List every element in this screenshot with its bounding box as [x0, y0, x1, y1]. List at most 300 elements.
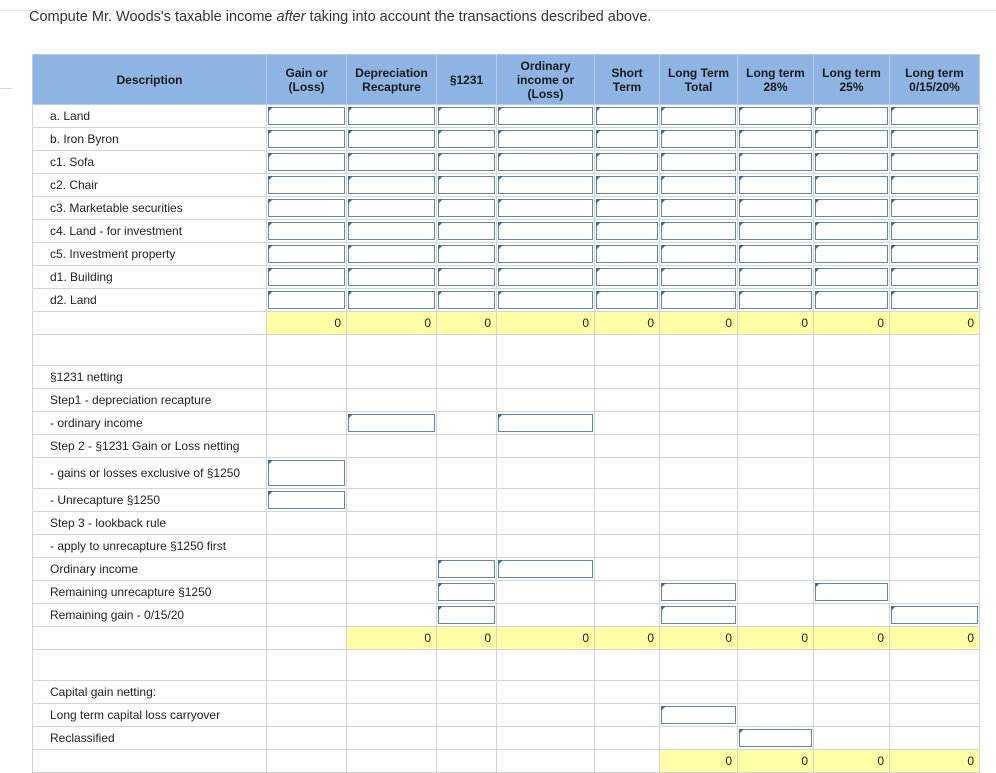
empty-cell [497, 458, 595, 489]
input-section-1231[interactable] [438, 291, 495, 309]
input-long-term-0-15-20[interactable] [891, 245, 978, 263]
empty-cell [437, 704, 497, 727]
instruction-after: taking into account the transactions described above. [305, 9, 652, 25]
total-section-1231: 0 [437, 627, 497, 650]
empty-cell [595, 681, 660, 704]
cell-short-term [595, 220, 660, 243]
empty-cell [738, 650, 814, 681]
input-long-term-total[interactable] [661, 130, 736, 148]
input-ordinary-income[interactable] [498, 199, 593, 217]
input-depreciation-recapture[interactable] [348, 107, 435, 125]
empty-cell [437, 366, 497, 389]
input-short-term[interactable] [596, 130, 658, 148]
header-line: 28% [763, 79, 788, 94]
cell-long-term-0-15-20 [890, 289, 980, 312]
empty-cell [437, 489, 497, 512]
cell-long-term-0-15-20 [890, 128, 980, 151]
row-label: c3. Marketable securities [33, 197, 267, 220]
worksheet-header [33, 55, 980, 105]
input-ordinary-income[interactable] [498, 245, 593, 263]
input-gain-loss[interactable] [268, 291, 345, 309]
empty-cell [437, 750, 497, 773]
worksheet-row [33, 243, 980, 266]
cell-depreciation-recapture [347, 412, 437, 435]
empty-cell [595, 535, 660, 558]
empty-cell [497, 704, 595, 727]
cell-section-1231 [437, 266, 497, 289]
total-long-term-0-15-20: 0 [890, 312, 980, 335]
empty-cell [595, 750, 660, 773]
empty-cell [595, 366, 660, 389]
input-section-1231[interactable] [438, 199, 495, 217]
input-section-1231[interactable] [438, 153, 495, 171]
input-ordinary-income[interactable] [498, 107, 593, 125]
cell-short-term [595, 128, 660, 151]
empty-cell [660, 489, 738, 512]
empty-cell [347, 335, 437, 366]
worksheet-row [33, 151, 980, 174]
input-gain-loss[interactable] [268, 491, 345, 509]
row-label: Remaining gain - 0/15/20 [33, 604, 267, 627]
empty-cell [437, 650, 497, 681]
cell-long-term-0-15-20 [890, 604, 980, 627]
input-long-term-total[interactable] [661, 268, 736, 286]
empty-cell [267, 512, 347, 535]
cell-long-term-28 [738, 105, 814, 128]
empty-cell [814, 389, 890, 412]
input-ordinary-income[interactable] [498, 414, 593, 432]
cell-gain-loss [267, 174, 347, 197]
input-long-term-total[interactable] [661, 176, 736, 194]
header-ordinary-income [497, 55, 595, 105]
empty-cell [890, 458, 980, 489]
cell-depreciation-recapture [347, 128, 437, 151]
input-long-term-25[interactable] [815, 245, 888, 263]
input-long-term-28[interactable] [739, 176, 812, 194]
empty-cell [267, 412, 347, 435]
header-gain-loss [267, 55, 347, 105]
cell-depreciation-recapture [347, 266, 437, 289]
empty-cell [267, 650, 347, 681]
input-long-term-total[interactable] [661, 291, 736, 309]
cell-section-1231 [437, 581, 497, 604]
worksheet-body [33, 105, 980, 773]
cell-gain-loss [267, 289, 347, 312]
empty-cell [497, 366, 595, 389]
input-long-term-0-15-20[interactable] [891, 176, 978, 194]
empty-cell [738, 489, 814, 512]
cell-section-1231 [437, 220, 497, 243]
input-short-term[interactable] [596, 153, 658, 171]
input-ordinary-income[interactable] [498, 176, 593, 194]
cell-long-term-0-15-20 [890, 105, 980, 128]
cell-section-1231 [437, 128, 497, 151]
input-short-term[interactable] [596, 199, 658, 217]
worksheet-row [33, 681, 980, 704]
cell-gain-loss [267, 458, 347, 489]
empty-cell [267, 435, 347, 458]
empty-cell [497, 681, 595, 704]
empty-cell [347, 727, 437, 750]
empty-cell [347, 558, 437, 581]
empty-cell [890, 366, 980, 389]
input-long-term-total[interactable] [661, 222, 736, 240]
total-gain-loss: 0 [267, 312, 347, 335]
cell-section-1231 [437, 289, 497, 312]
total-long-term-total: 0 [660, 627, 738, 650]
cell-gain-loss [267, 489, 347, 512]
cell-section-1231 [437, 105, 497, 128]
total-short-term: 0 [595, 627, 660, 650]
input-long-term-0-15-20[interactable] [891, 268, 978, 286]
row-label: c5. Investment property [33, 243, 267, 266]
input-long-term-total[interactable] [661, 706, 736, 724]
row-label: Step 3 - lookback rule [33, 512, 267, 535]
cell-gain-loss [267, 197, 347, 220]
empty-cell [890, 512, 980, 535]
input-gain-loss[interactable] [268, 130, 345, 148]
input-depreciation-recapture[interactable] [348, 199, 435, 217]
row-label: - Unrecapture §1250 [33, 489, 267, 512]
empty-cell [437, 458, 497, 489]
input-section-1231[interactable] [438, 268, 495, 286]
input-section-1231[interactable] [438, 176, 495, 194]
empty-cell [814, 512, 890, 535]
total-depreciation-recapture: 0 [347, 627, 437, 650]
empty-cell [347, 366, 437, 389]
worksheet-row [33, 604, 980, 627]
input-long-term-0-15-20[interactable] [891, 130, 978, 148]
cell-long-term-25 [814, 128, 890, 151]
input-gain-loss[interactable] [268, 176, 345, 194]
worksheet-row [33, 266, 980, 289]
worksheet-row [33, 220, 980, 243]
row-label: Step 2 - §1231 Gain or Loss netting [33, 435, 267, 458]
empty-cell [814, 681, 890, 704]
cell-short-term [595, 151, 660, 174]
header-line: (Loss) [527, 86, 564, 101]
empty-cell [347, 458, 437, 489]
empty-cell [347, 489, 437, 512]
left-edge-mark [0, 88, 12, 89]
empty-cell [347, 581, 437, 604]
worksheet-row [33, 581, 980, 604]
total-long-term-25: 0 [814, 750, 890, 773]
empty-cell [890, 704, 980, 727]
empty-cell [738, 512, 814, 535]
input-long-term-28[interactable] [739, 245, 812, 263]
input-short-term[interactable] [596, 222, 658, 240]
input-long-term-28[interactable] [739, 268, 812, 286]
input-long-term-total[interactable] [661, 583, 736, 601]
input-long-term-25[interactable] [815, 176, 888, 194]
input-long-term-total[interactable] [661, 606, 736, 624]
cell-section-1231 [437, 174, 497, 197]
row-label: Step1 - depreciation recapture [33, 389, 267, 412]
empty-cell [738, 335, 814, 366]
empty-cell [595, 558, 660, 581]
cell-ordinary-income [497, 412, 595, 435]
input-ordinary-income[interactable] [498, 560, 593, 578]
empty-cell [660, 558, 738, 581]
header-row [33, 55, 980, 105]
input-long-term-28[interactable] [739, 291, 812, 309]
empty-cell [497, 512, 595, 535]
cell-ordinary-income [497, 105, 595, 128]
input-depreciation-recapture[interactable] [348, 130, 435, 148]
cell-long-term-28 [738, 128, 814, 151]
empty-cell [267, 681, 347, 704]
header-line: Short [611, 65, 643, 80]
input-depreciation-recapture[interactable] [348, 245, 435, 263]
header-line: Long term [822, 65, 881, 80]
total-short-term: 0 [595, 312, 660, 335]
cell-long-term-25 [814, 197, 890, 220]
input-long-term-25[interactable] [815, 153, 888, 171]
empty-cell [890, 650, 980, 681]
input-depreciation-recapture[interactable] [348, 222, 435, 240]
worksheet-table [32, 54, 980, 773]
input-long-term-25[interactable] [815, 291, 888, 309]
cell-long-term-total [660, 151, 738, 174]
worksheet-row [33, 535, 980, 558]
input-ordinary-income[interactable] [498, 222, 593, 240]
empty-cell [497, 435, 595, 458]
cell-long-term-28 [738, 289, 814, 312]
input-section-1231[interactable] [438, 560, 495, 578]
input-section-1231[interactable] [438, 606, 495, 624]
cell-depreciation-recapture [347, 105, 437, 128]
row-label: Ordinary income [33, 558, 267, 581]
empty-cell [814, 727, 890, 750]
input-depreciation-recapture[interactable] [348, 176, 435, 194]
empty-cell [814, 412, 890, 435]
header-line: §1231 [449, 72, 484, 87]
row-label: §1231 netting [33, 366, 267, 389]
input-gain-loss[interactable] [268, 268, 345, 286]
empty-cell [347, 604, 437, 627]
input-section-1231[interactable] [438, 130, 495, 148]
header-line: Long Term [667, 65, 730, 80]
header-line: Total [684, 79, 713, 94]
cell-depreciation-recapture [347, 220, 437, 243]
empty-cell [497, 727, 595, 750]
row-label: - gains or losses exclusive of §1250 [33, 458, 267, 489]
input-gain-loss[interactable] [268, 245, 345, 263]
row-label: d2. Land [33, 289, 267, 312]
empty-cell [497, 581, 595, 604]
row-label [33, 312, 267, 335]
empty-cell [347, 750, 437, 773]
input-long-term-25[interactable] [815, 199, 888, 217]
input-gain-loss[interactable] [268, 199, 345, 217]
input-long-term-28[interactable] [739, 153, 812, 171]
header-section-1231 [437, 55, 497, 105]
empty-cell [437, 727, 497, 750]
empty-cell [738, 458, 814, 489]
input-long-term-total[interactable] [661, 245, 736, 263]
empty-cell [497, 650, 595, 681]
empty-cell [890, 681, 980, 704]
input-long-term-28[interactable] [739, 222, 812, 240]
instruction-text [29, 9, 651, 25]
empty-cell [738, 558, 814, 581]
input-long-term-total[interactable] [661, 107, 736, 125]
input-short-term[interactable] [596, 245, 658, 263]
input-long-term-total[interactable] [661, 199, 736, 217]
input-long-term-25[interactable] [815, 130, 888, 148]
header-line: Term [612, 79, 642, 94]
empty-cell [814, 704, 890, 727]
input-long-term-25[interactable] [815, 583, 888, 601]
empty-cell [738, 412, 814, 435]
input-long-term-28[interactable] [739, 130, 812, 148]
total-section-1231: 0 [437, 312, 497, 335]
input-long-term-0-15-20[interactable] [891, 606, 978, 624]
cell-section-1231 [437, 151, 497, 174]
input-ordinary-income[interactable] [498, 291, 593, 309]
empty-cell [595, 412, 660, 435]
empty-cell [890, 489, 980, 512]
total-depreciation-recapture: 0 [347, 312, 437, 335]
total-long-term-25: 0 [814, 312, 890, 335]
empty-cell [890, 581, 980, 604]
cell-gain-loss [267, 266, 347, 289]
input-long-term-0-15-20[interactable] [891, 222, 978, 240]
empty-cell [437, 412, 497, 435]
header-line: Recapture [362, 79, 421, 94]
total-ordinary-income: 0 [497, 312, 595, 335]
total-long-term-total: 0 [660, 312, 738, 335]
input-section-1231[interactable] [438, 107, 495, 125]
input-gain-loss[interactable] [268, 153, 345, 171]
input-ordinary-income[interactable] [498, 130, 593, 148]
worksheet-row [33, 650, 980, 681]
empty-cell [595, 650, 660, 681]
row-label: Reclassified [33, 727, 267, 750]
row-label: c1. Sofa [33, 151, 267, 174]
cell-long-term-total [660, 174, 738, 197]
header-long-term-28 [738, 55, 814, 105]
input-section-1231[interactable] [438, 245, 495, 263]
input-long-term-28[interactable] [739, 107, 812, 125]
empty-cell [595, 604, 660, 627]
row-label: - ordinary income [33, 412, 267, 435]
input-depreciation-recapture[interactable] [348, 153, 435, 171]
input-gain-loss[interactable] [268, 222, 345, 240]
cell-long-term-28 [738, 266, 814, 289]
input-long-term-0-15-20[interactable] [891, 153, 978, 171]
row-label [33, 650, 267, 681]
empty-cell [890, 412, 980, 435]
empty-cell [497, 489, 595, 512]
row-label: c2. Chair [33, 174, 267, 197]
cell-long-term-25 [814, 581, 890, 604]
empty-cell [890, 389, 980, 412]
empty-cell [437, 512, 497, 535]
input-long-term-0-15-20[interactable] [891, 107, 978, 125]
cell-ordinary-income [497, 151, 595, 174]
cell-short-term [595, 243, 660, 266]
input-long-term-25[interactable] [815, 222, 888, 240]
cell-long-term-total [660, 704, 738, 727]
input-long-term-25[interactable] [815, 107, 888, 125]
empty-cell [738, 366, 814, 389]
empty-cell [814, 458, 890, 489]
cell-long-term-0-15-20 [890, 151, 980, 174]
input-short-term[interactable] [596, 176, 658, 194]
cell-long-term-25 [814, 266, 890, 289]
input-section-1231[interactable] [438, 583, 495, 601]
cell-long-term-25 [814, 243, 890, 266]
input-short-term[interactable] [596, 268, 658, 286]
cell-long-term-total [660, 128, 738, 151]
empty-cell [660, 650, 738, 681]
input-gain-loss[interactable] [268, 107, 345, 125]
input-depreciation-recapture[interactable] [348, 268, 435, 286]
cell-gain-loss [267, 243, 347, 266]
input-section-1231[interactable] [438, 222, 495, 240]
input-long-term-28[interactable] [739, 729, 812, 747]
empty-cell [660, 335, 738, 366]
empty-cell [660, 535, 738, 558]
empty-cell [267, 704, 347, 727]
empty-cell [890, 335, 980, 366]
worksheet-row [33, 489, 980, 512]
worksheet-row [33, 289, 980, 312]
input-long-term-25[interactable] [815, 268, 888, 286]
total-long-term-28: 0 [738, 750, 814, 773]
totals-row [33, 750, 980, 773]
input-long-term-total[interactable] [661, 153, 736, 171]
input-short-term[interactable] [596, 291, 658, 309]
empty-cell [347, 704, 437, 727]
input-long-term-0-15-20[interactable] [891, 291, 978, 309]
empty-cell [437, 335, 497, 366]
empty-cell [595, 389, 660, 412]
cell-ordinary-income [497, 197, 595, 220]
empty-cell [497, 750, 595, 773]
row-label: a. Land [33, 105, 267, 128]
worksheet-row [33, 727, 980, 750]
cell-long-term-total [660, 581, 738, 604]
empty-cell [890, 727, 980, 750]
input-short-term[interactable] [596, 107, 658, 125]
cell-long-term-0-15-20 [890, 174, 980, 197]
empty-cell [738, 435, 814, 458]
instruction-before: Compute Mr. Woods's taxable income [29, 9, 277, 25]
worksheet-row [33, 128, 980, 151]
header-line: Long term [746, 65, 805, 80]
input-long-term-28[interactable] [739, 199, 812, 217]
cell-long-term-28 [738, 220, 814, 243]
row-label [33, 750, 267, 773]
input-depreciation-recapture[interactable] [348, 414, 435, 432]
empty-cell [660, 389, 738, 412]
row-label: c4. Land - for investment [33, 220, 267, 243]
input-long-term-0-15-20[interactable] [891, 199, 978, 217]
worksheet-row [33, 704, 980, 727]
input-depreciation-recapture[interactable] [348, 291, 435, 309]
worksheet-row [33, 389, 980, 412]
input-ordinary-income[interactable] [498, 268, 593, 286]
cell-long-term-25 [814, 105, 890, 128]
empty-cell [814, 366, 890, 389]
cell-short-term [595, 105, 660, 128]
input-gain-loss[interactable] [268, 460, 345, 486]
input-ordinary-income[interactable] [498, 153, 593, 171]
cell-long-term-28 [738, 174, 814, 197]
